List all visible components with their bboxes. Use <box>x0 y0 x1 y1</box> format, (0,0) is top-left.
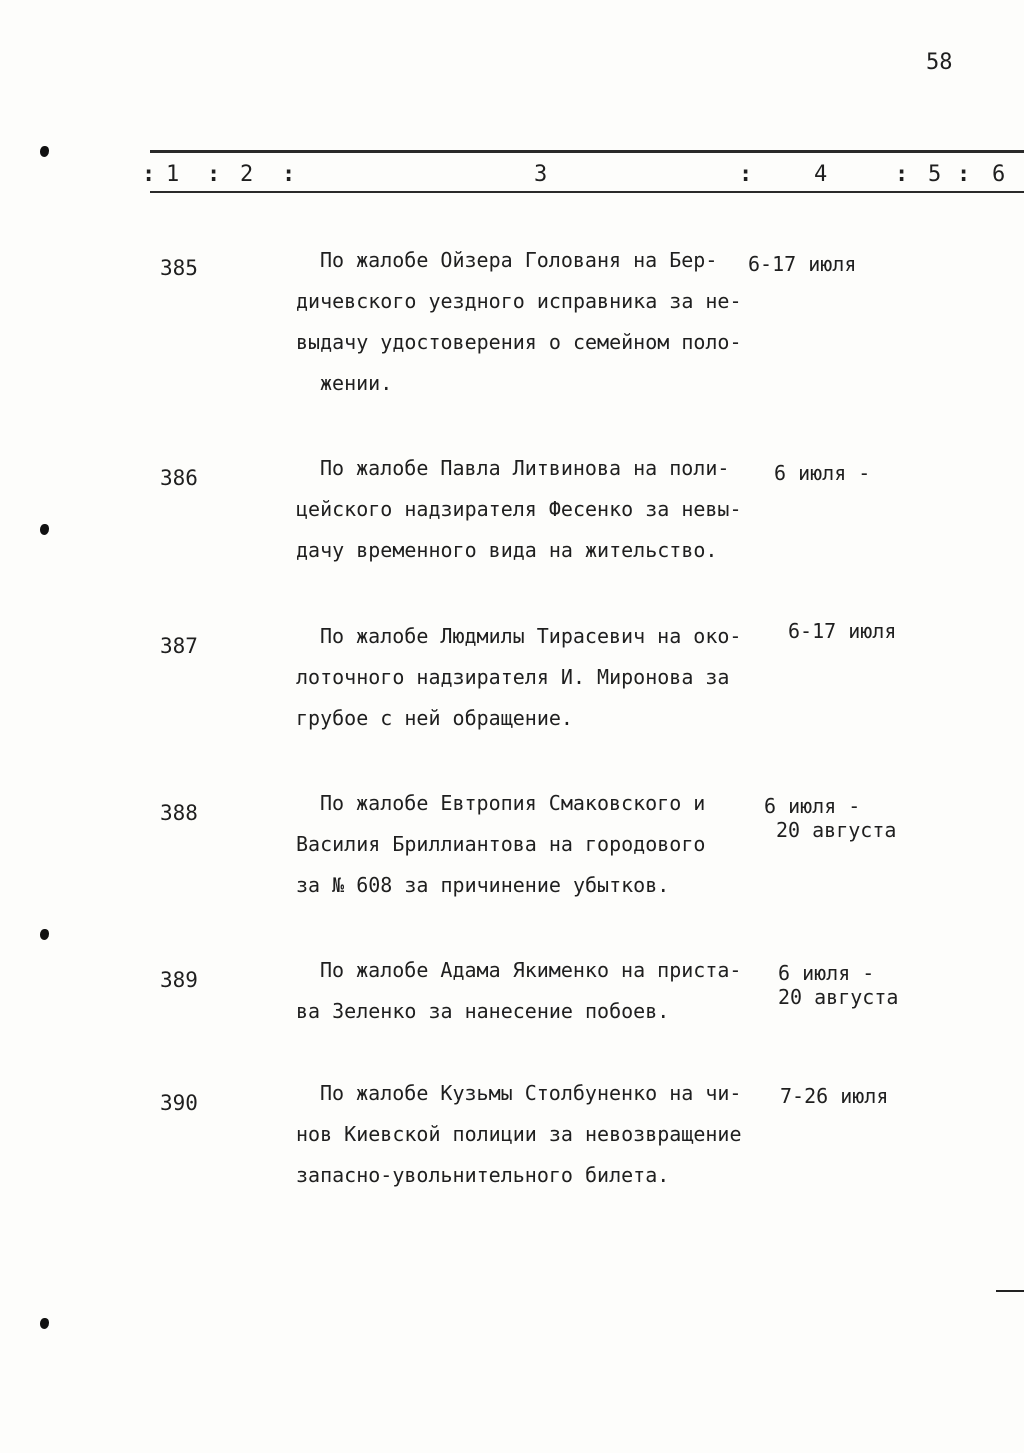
date-line: 20 августа <box>778 985 899 1009</box>
column-header-4: 4 <box>814 162 828 187</box>
column-separator: : <box>957 162 971 187</box>
column-header-6: 6 <box>992 162 1006 187</box>
entry-line: за № 608 за причинение убытков. <box>296 873 670 897</box>
date-line: 7-26 июля <box>780 1084 889 1108</box>
column-header-1: 1 <box>166 162 180 187</box>
entry-line: жении. <box>320 371 393 395</box>
column-separator: : <box>895 162 909 187</box>
header-bottom-rule <box>150 191 1024 193</box>
entry-date <box>778 961 898 1009</box>
column-separator: : <box>142 162 156 187</box>
entry-line: дичевского уездного исправника за не- <box>296 289 742 313</box>
column-header-2: 2 <box>240 162 254 187</box>
entry-line: запасно-увольнительного билета. <box>296 1163 670 1187</box>
entry-description <box>296 1073 776 1196</box>
entry-date <box>764 794 896 842</box>
entry-line: По жалобе Евтропия Смаковского и <box>320 791 706 815</box>
entry-date <box>788 619 896 643</box>
entry-date <box>774 461 870 485</box>
date-line: 6-17 июля <box>788 619 897 643</box>
column-header-3: 3 <box>534 162 548 187</box>
binder-mark <box>40 524 49 535</box>
binder-mark <box>40 1318 49 1329</box>
page-number: 58 <box>926 50 953 75</box>
entry-line: По жалобе Людмилы Тирасевич на око- <box>320 624 742 648</box>
entry-line: По жалобе Кузьмы Столбуненко на чи- <box>320 1081 742 1105</box>
entry-description <box>296 950 776 1032</box>
entry-line: По жалобе Ойзера Голованя на Бер- <box>320 248 718 272</box>
binder-mark <box>40 929 49 940</box>
date-line: 6 июля - <box>764 794 861 818</box>
column-separator: : <box>207 162 221 187</box>
entry-description <box>296 616 776 739</box>
entry-line: Василия Бриллиантова на городового <box>296 832 706 856</box>
entry-number: 390 <box>160 1091 198 1115</box>
column-separator: : <box>739 162 753 187</box>
margin-dash <box>996 1290 1024 1292</box>
entry-number: 386 <box>160 466 198 490</box>
entry-line: нов Киевской полиции за невозвращение <box>296 1122 742 1146</box>
entry-line: По жалобе Павла Литвинова на поли- <box>320 456 730 480</box>
entry-line: По жалобе Адама Якименко на приста- <box>320 958 742 982</box>
entry-date <box>748 252 856 276</box>
entry-date <box>780 1084 888 1108</box>
column-header-5: 5 <box>928 162 942 187</box>
entry-description <box>296 783 776 906</box>
date-line: 6 июля - <box>778 961 875 985</box>
entry-description <box>296 240 776 404</box>
entry-line: цейского надзирателя Фесенко за невы- <box>296 497 742 521</box>
date-line: 20 августа <box>776 818 897 842</box>
date-line: 6-17 июля <box>748 252 857 276</box>
entry-number: 387 <box>160 634 198 658</box>
column-separator: : <box>282 162 296 187</box>
date-line: 6 июля - <box>774 461 871 485</box>
entry-description <box>296 448 776 571</box>
binder-mark <box>40 146 49 157</box>
entry-number: 389 <box>160 968 198 992</box>
entry-line: дачу временного вида на жительство. <box>296 538 718 562</box>
entry-number: 385 <box>160 256 198 280</box>
entry-line: ва Зеленко за нанесение побоев. <box>296 999 670 1023</box>
entry-number: 388 <box>160 801 198 825</box>
entry-line: грубое с ней обращение. <box>296 706 573 730</box>
entry-line: выдачу удостоверения о семейном поло- <box>296 330 742 354</box>
entry-line: лоточного надзирателя И. Миронова за <box>296 665 730 689</box>
header-top-rule <box>150 150 1024 153</box>
